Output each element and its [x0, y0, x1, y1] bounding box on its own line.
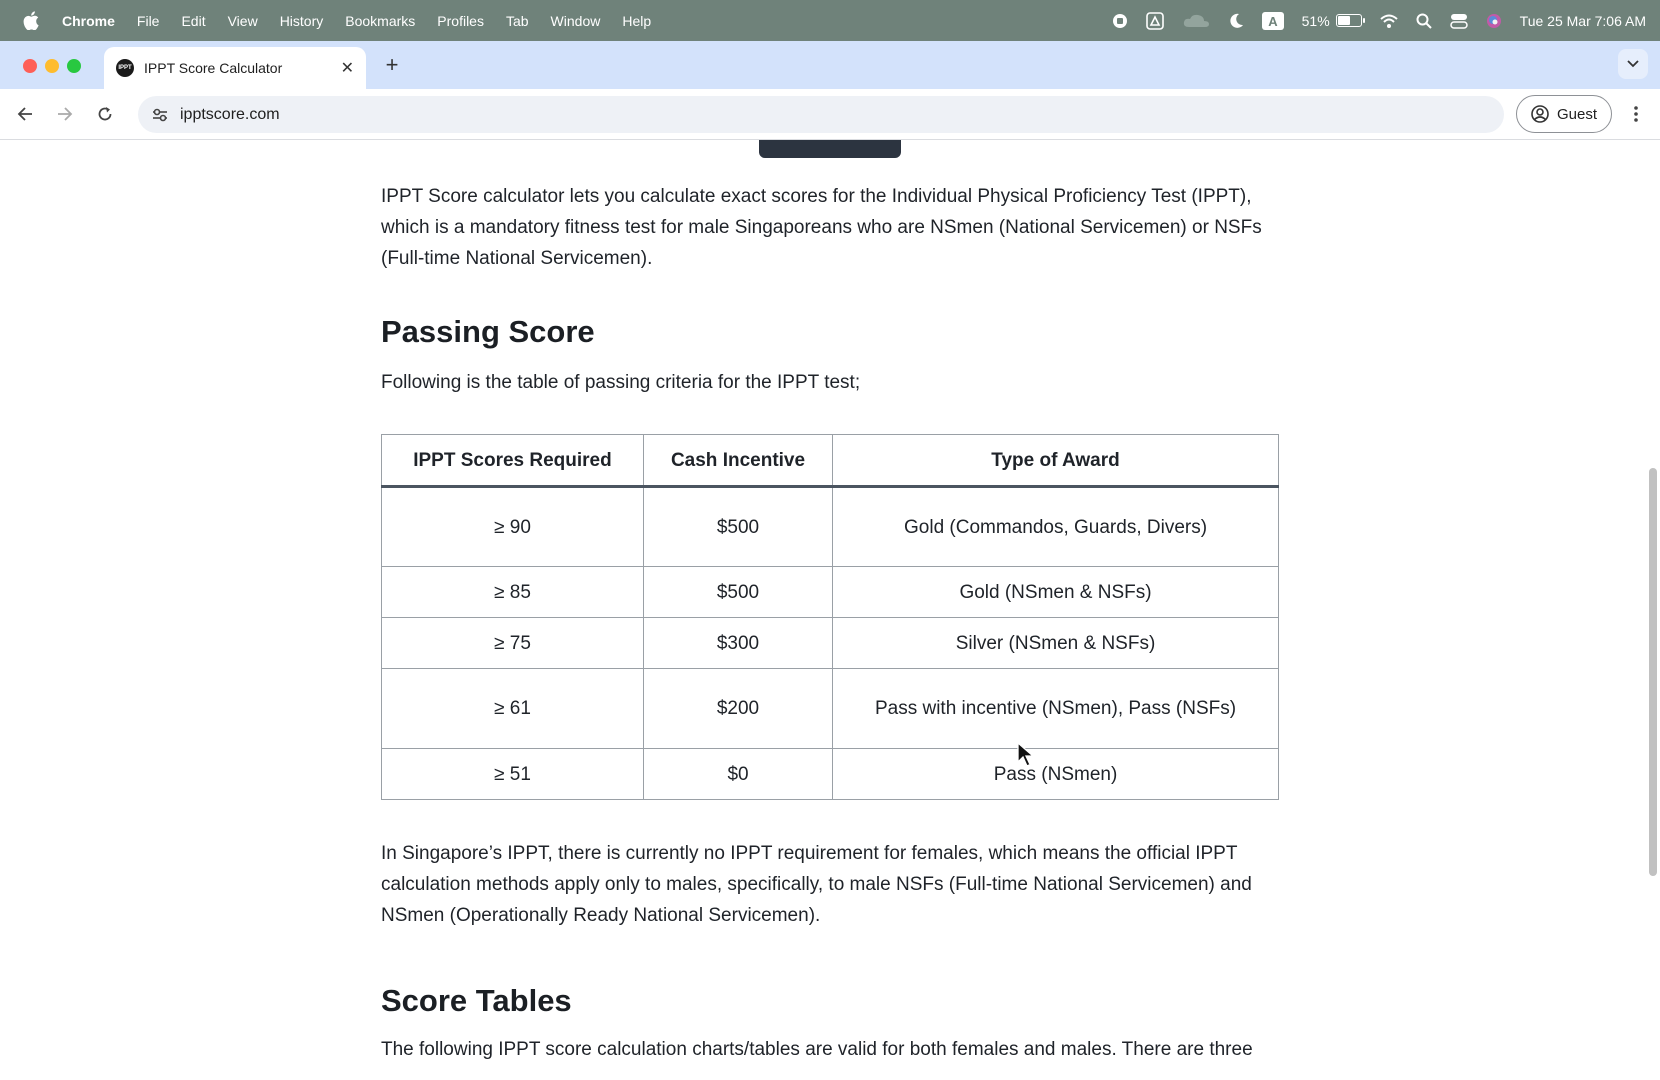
minimize-window-button[interactable] [45, 59, 59, 73]
cash-cell: $300 [643, 618, 832, 669]
page-viewport [0, 140, 1660, 1080]
header-cash-incentive: Cash Incentive [643, 435, 832, 487]
menu-file[interactable]: File [136, 12, 160, 29]
address-bar[interactable] [138, 96, 1504, 133]
cash-cell: $500 [643, 567, 832, 618]
award-cell: Silver (NSmen & NSFs) [833, 618, 1279, 669]
more-vertical-icon [1634, 105, 1638, 123]
site-favicon: IPPT [116, 59, 134, 77]
tab-search-button[interactable] [1618, 49, 1648, 79]
score-cell: ≥ 75 [382, 618, 644, 669]
menu-window[interactable]: Window [550, 12, 601, 29]
battery-fill [1338, 16, 1350, 25]
siri-icon[interactable] [1486, 13, 1502, 29]
close-window-button[interactable] [23, 59, 37, 73]
menu-profiles[interactable]: Profiles [437, 12, 484, 29]
score-cell: ≥ 61 [382, 669, 644, 749]
active-tab[interactable] [104, 47, 366, 89]
profile-button[interactable] [1516, 95, 1612, 133]
menu-view[interactable]: View [227, 12, 258, 29]
reload-button[interactable] [92, 101, 118, 127]
tab-title: IPPT Score Calculator [144, 60, 283, 76]
table-row [382, 567, 1279, 618]
cloud-icon[interactable] [1182, 13, 1210, 29]
cash-cell: $200 [643, 669, 832, 749]
page-scrollbar-thumb[interactable] [1649, 468, 1657, 876]
screen-record-icon[interactable] [1112, 13, 1128, 29]
apple-icon[interactable] [20, 10, 42, 32]
arrow-right-icon [57, 106, 73, 122]
close-tab-icon[interactable]: ✕ [340, 60, 354, 77]
profile-label: Guest [1556, 105, 1598, 123]
macos-menu-bar [0, 0, 1660, 41]
do-not-disturb-moon-icon[interactable] [1228, 13, 1244, 29]
maximize-window-button[interactable] [67, 59, 81, 73]
menu-clock[interactable]: Tue 25 Mar 7:06 AM [1519, 12, 1646, 29]
menu-history[interactable]: History [279, 12, 324, 29]
menu-help[interactable]: Help [622, 12, 652, 29]
table-row [382, 669, 1279, 749]
site-settings-icon[interactable] [142, 108, 178, 122]
menu-app-name[interactable]: Chrome [62, 12, 115, 29]
forward-button[interactable] [52, 101, 78, 127]
drive-icon[interactable] [1146, 12, 1164, 30]
passing-score-heading: Passing Score [381, 314, 595, 349]
new-tab-button[interactable]: + [385, 52, 399, 77]
score-tables-description: The following IPPT score calculation charts/tables are valid for both females and males. There are three [381, 1039, 1253, 1060]
control-center-icon[interactable] [1450, 13, 1468, 29]
chevron-down-icon [1627, 60, 1639, 68]
passing-score-description: Following is the table of passing criteria for the IPPT test; [381, 372, 861, 393]
menu-bookmarks[interactable]: Bookmarks [345, 12, 416, 29]
url-text[interactable]: ipptscore.com [180, 105, 280, 123]
score-cell: ≥ 90 [382, 487, 644, 567]
menu-tab[interactable]: Tab [505, 12, 529, 29]
input-source-icon[interactable] [1262, 12, 1284, 30]
table-header-row [382, 435, 1279, 487]
browser-toolbar [0, 89, 1660, 140]
reload-icon [97, 106, 113, 122]
battery-icon [1336, 14, 1362, 27]
calculate-button-partial[interactable] [759, 140, 901, 158]
award-cell: Pass (NSmen) [833, 749, 1279, 800]
battery-percent: 51% [1301, 12, 1330, 29]
battery-status[interactable] [1302, 13, 1362, 29]
award-cell: Gold (NSmen & NSFs) [833, 567, 1279, 618]
window-controls [23, 59, 89, 73]
spotlight-search-icon[interactable] [1416, 13, 1432, 29]
score-cell: ≥ 51 [382, 749, 644, 800]
menu-edit[interactable]: Edit [181, 12, 206, 29]
table-row [382, 618, 1279, 669]
intro-paragraph: IPPT Score calculator lets you calculate exact scores for the Individual Physical Proficiency Test (IPPT), which is a mandatory fitness test for male Singaporeans who are NSmen (National Servicemen) or NSFs (Full-time National Servicemen). [381, 186, 1262, 269]
header-type-of-award: Type of Award [833, 435, 1279, 487]
cash-cell: $0 [643, 749, 832, 800]
award-cell: Pass with incentive (NSmen), Pass (NSFs) [833, 669, 1279, 749]
cash-cell: $500 [643, 487, 832, 567]
browser-tab-strip [0, 41, 1660, 89]
award-cell: Gold (Commandos, Guards, Divers) [833, 487, 1279, 567]
chrome-menu-button[interactable] [1624, 101, 1648, 127]
mouse-cursor-icon [1017, 742, 1035, 773]
header-scores-required: IPPT Scores Required [382, 435, 644, 487]
back-button[interactable] [12, 101, 38, 127]
score-tables-heading: Score Tables [381, 983, 572, 1018]
score-cell: ≥ 85 [382, 567, 644, 618]
table-row [382, 487, 1279, 567]
arrow-left-icon [17, 106, 33, 122]
passing-criteria-table [381, 434, 1279, 800]
female-requirement-paragraph: In Singapore’s IPPT, there is currently no IPPT requirement for females, which means the official IPPT calculation methods apply only to males, specifically, to male NSFs (Full-time National Servicemen) and NSmen (Operationally Ready National Servicemen). [381, 843, 1252, 926]
profile-icon [1531, 105, 1549, 123]
table-row [382, 749, 1279, 800]
svg-text:A: A [1267, 13, 1278, 29]
wifi-icon[interactable] [1380, 14, 1398, 28]
